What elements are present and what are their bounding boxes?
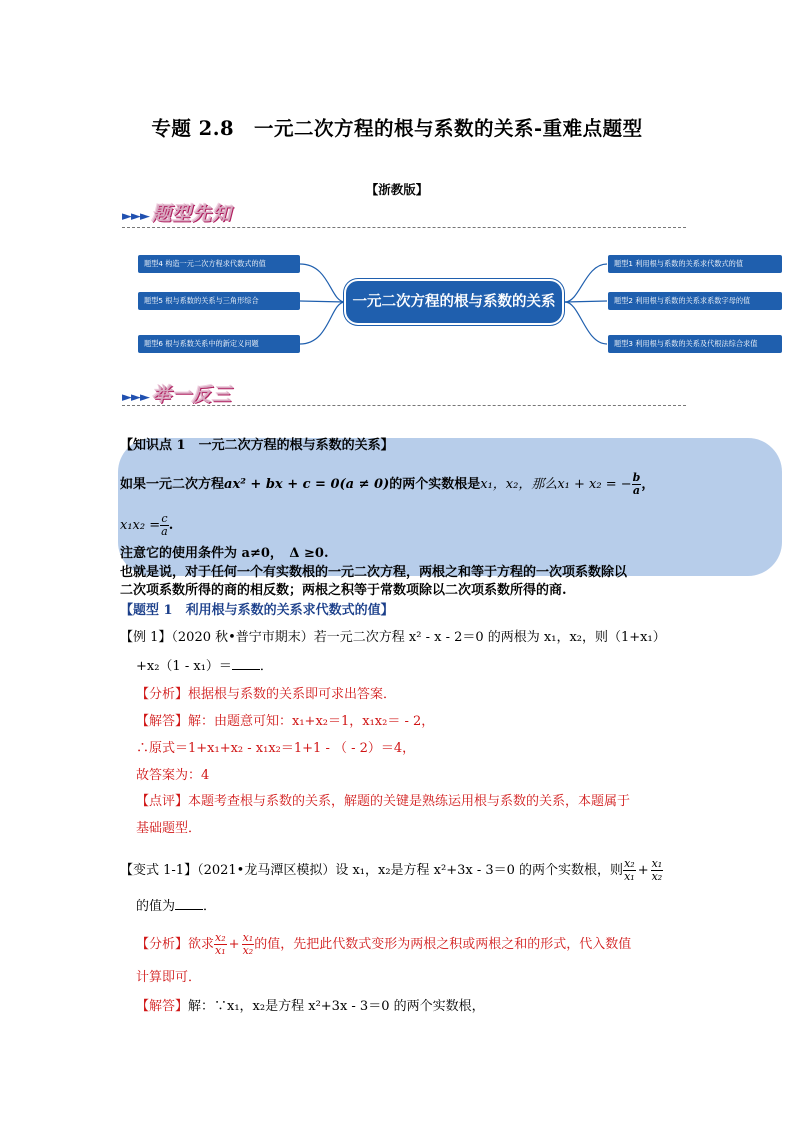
triple-arrow-icon: ►►► [122,209,149,224]
knowledge-condition: 注意它的使用条件为 a≠0， Δ ≥0. [120,546,329,561]
type1-heading: 【题型 1 利用根与系数的关系求代数式的值】 [120,603,394,618]
example1-step-1: ∴原式＝1+x₁+x₂ - x₁x₂＝1+1 - （ - 2）＝4， [136,741,416,756]
mindmap-node-type6: 题型6 根与系数关系中的新定义问题 [138,335,300,353]
section-banner-1: ►►► 题型先知 [122,203,233,225]
knowledge-line-2: x₁x₂ = $\frac{c}{a}$ . [120,512,174,538]
fraction-x1-over-x2: $\frac{\text{x₁}}{\text{x₂}}$ [651,857,663,883]
example1-step-2: 故答案为：4 [136,768,210,783]
mindmap-node-type4: 题型4 构造一元二次方程求代数式的值 [138,255,300,273]
page-title: 专题 2.8 一元二次方程的根与系数的关系-重难点题型 [151,117,643,140]
knowledge-explanation-2: 二次项系数所得的商的相反数；两根之积等于常数项除以二次项系数所得的商. [120,583,567,598]
edition-label: 【浙教版】 [365,182,429,197]
mindmap-node-type2: 题型2 利用根与系数的关系求系数字母的值 [608,292,782,310]
mindmap-node-type3: 题型3 利用根与系数的关系及代根法综合求值 [608,335,782,353]
fraction-x1-over-x2: $\frac{\text{x₁}}{\text{x₂}}$ [242,931,254,957]
example1-question-line2: +x₂（1 - x₁）＝ ． [136,659,273,674]
fraction-c-over-a: $\frac{c}{a}$ [161,512,168,538]
variant-analysis-line2: 计算即可． [136,970,202,985]
section-banner-2: ►►► 举一反三 [122,384,233,406]
example1-comment-line2: 基础题型． [136,821,202,836]
example1-solution: 【解答】解：由题意可知：x₁+x₂＝1，x₁x₂＝ - 2， [136,714,435,729]
variant-analysis: 【分析】欲求 $\frac{\text{x₂}}{\text{x₁}}$ + $\frac{\text{x₁}}{\text{x₂}}$ 的值，先把此代数式变形为两根之积或两根之和的形式，代入数值 [136,931,632,957]
knowledge-explanation-1: 也就是说，对于任何一个有实数根的一元二次方程，两根之和等于方程的一次项系数除以 [120,565,628,580]
divider [122,405,686,406]
knowledge-line-1: 如果一元二次方程ax² + bx + c = 0(a ≠ 0)的两个实数根是x₁，x₂，那么x₁ + x₂ = − $\frac{b}{a}$ ， [120,471,655,497]
triple-arrow-icon: ►►► [122,390,149,405]
example1-question-line1: 【例 1】（2020 秋•普宁市期末）若一元二次方程 x² - x - 2＝0 的两根为 x₁，x₂，则（1+x₁） [120,630,666,645]
answer-blank [175,897,203,910]
mindmap-node-type1: 题型1 利用根与系数的关系求代数式的值 [608,255,782,273]
example1-comment: 【点评】本题考查根与系数的关系，解题的关键是熟练运用根与系数的关系，本题属于 [136,794,631,809]
fraction-x2-over-x1: $\frac{\text{x₂}}{\text{x₁}}$ [624,857,635,883]
fraction-x2-over-x1: $\frac{\text{x₂}}{\text{x₁}}$ [215,931,226,957]
variant-solution: 【解答】解：∵x₁，x₂是方程 x²+3x - 3＝0 的两个实数根， [136,999,485,1014]
knowledge-heading: 【知识点 1 一元二次方程的根与系数的关系】 [120,438,394,453]
divider [122,227,686,228]
mindmap-center-node: 一元二次方程的根与系数的关系 [346,281,562,323]
example1-analysis: 【分析】根据根与系数的关系即可求出答案． [136,687,397,702]
answer-blank [232,657,260,670]
mindmap-node-type5: 题型5 根与系数的关系与三角形综合 [138,292,300,310]
variant-question-line1: 【变式 1-1】（2021•龙马潭区模拟）设 x₁，x₂是方程 x²+3x - 3＝0 的两个实数根，则 $\frac{\text{x₂}}{\text{x₁}}$ + $\frac{\text{x₁}}{\text{x₂}}$ [120,857,663,883]
variant-question-line2: 的值为 ． [136,899,217,914]
fraction-b-over-a: $\frac{b}{a}$ [632,471,641,497]
